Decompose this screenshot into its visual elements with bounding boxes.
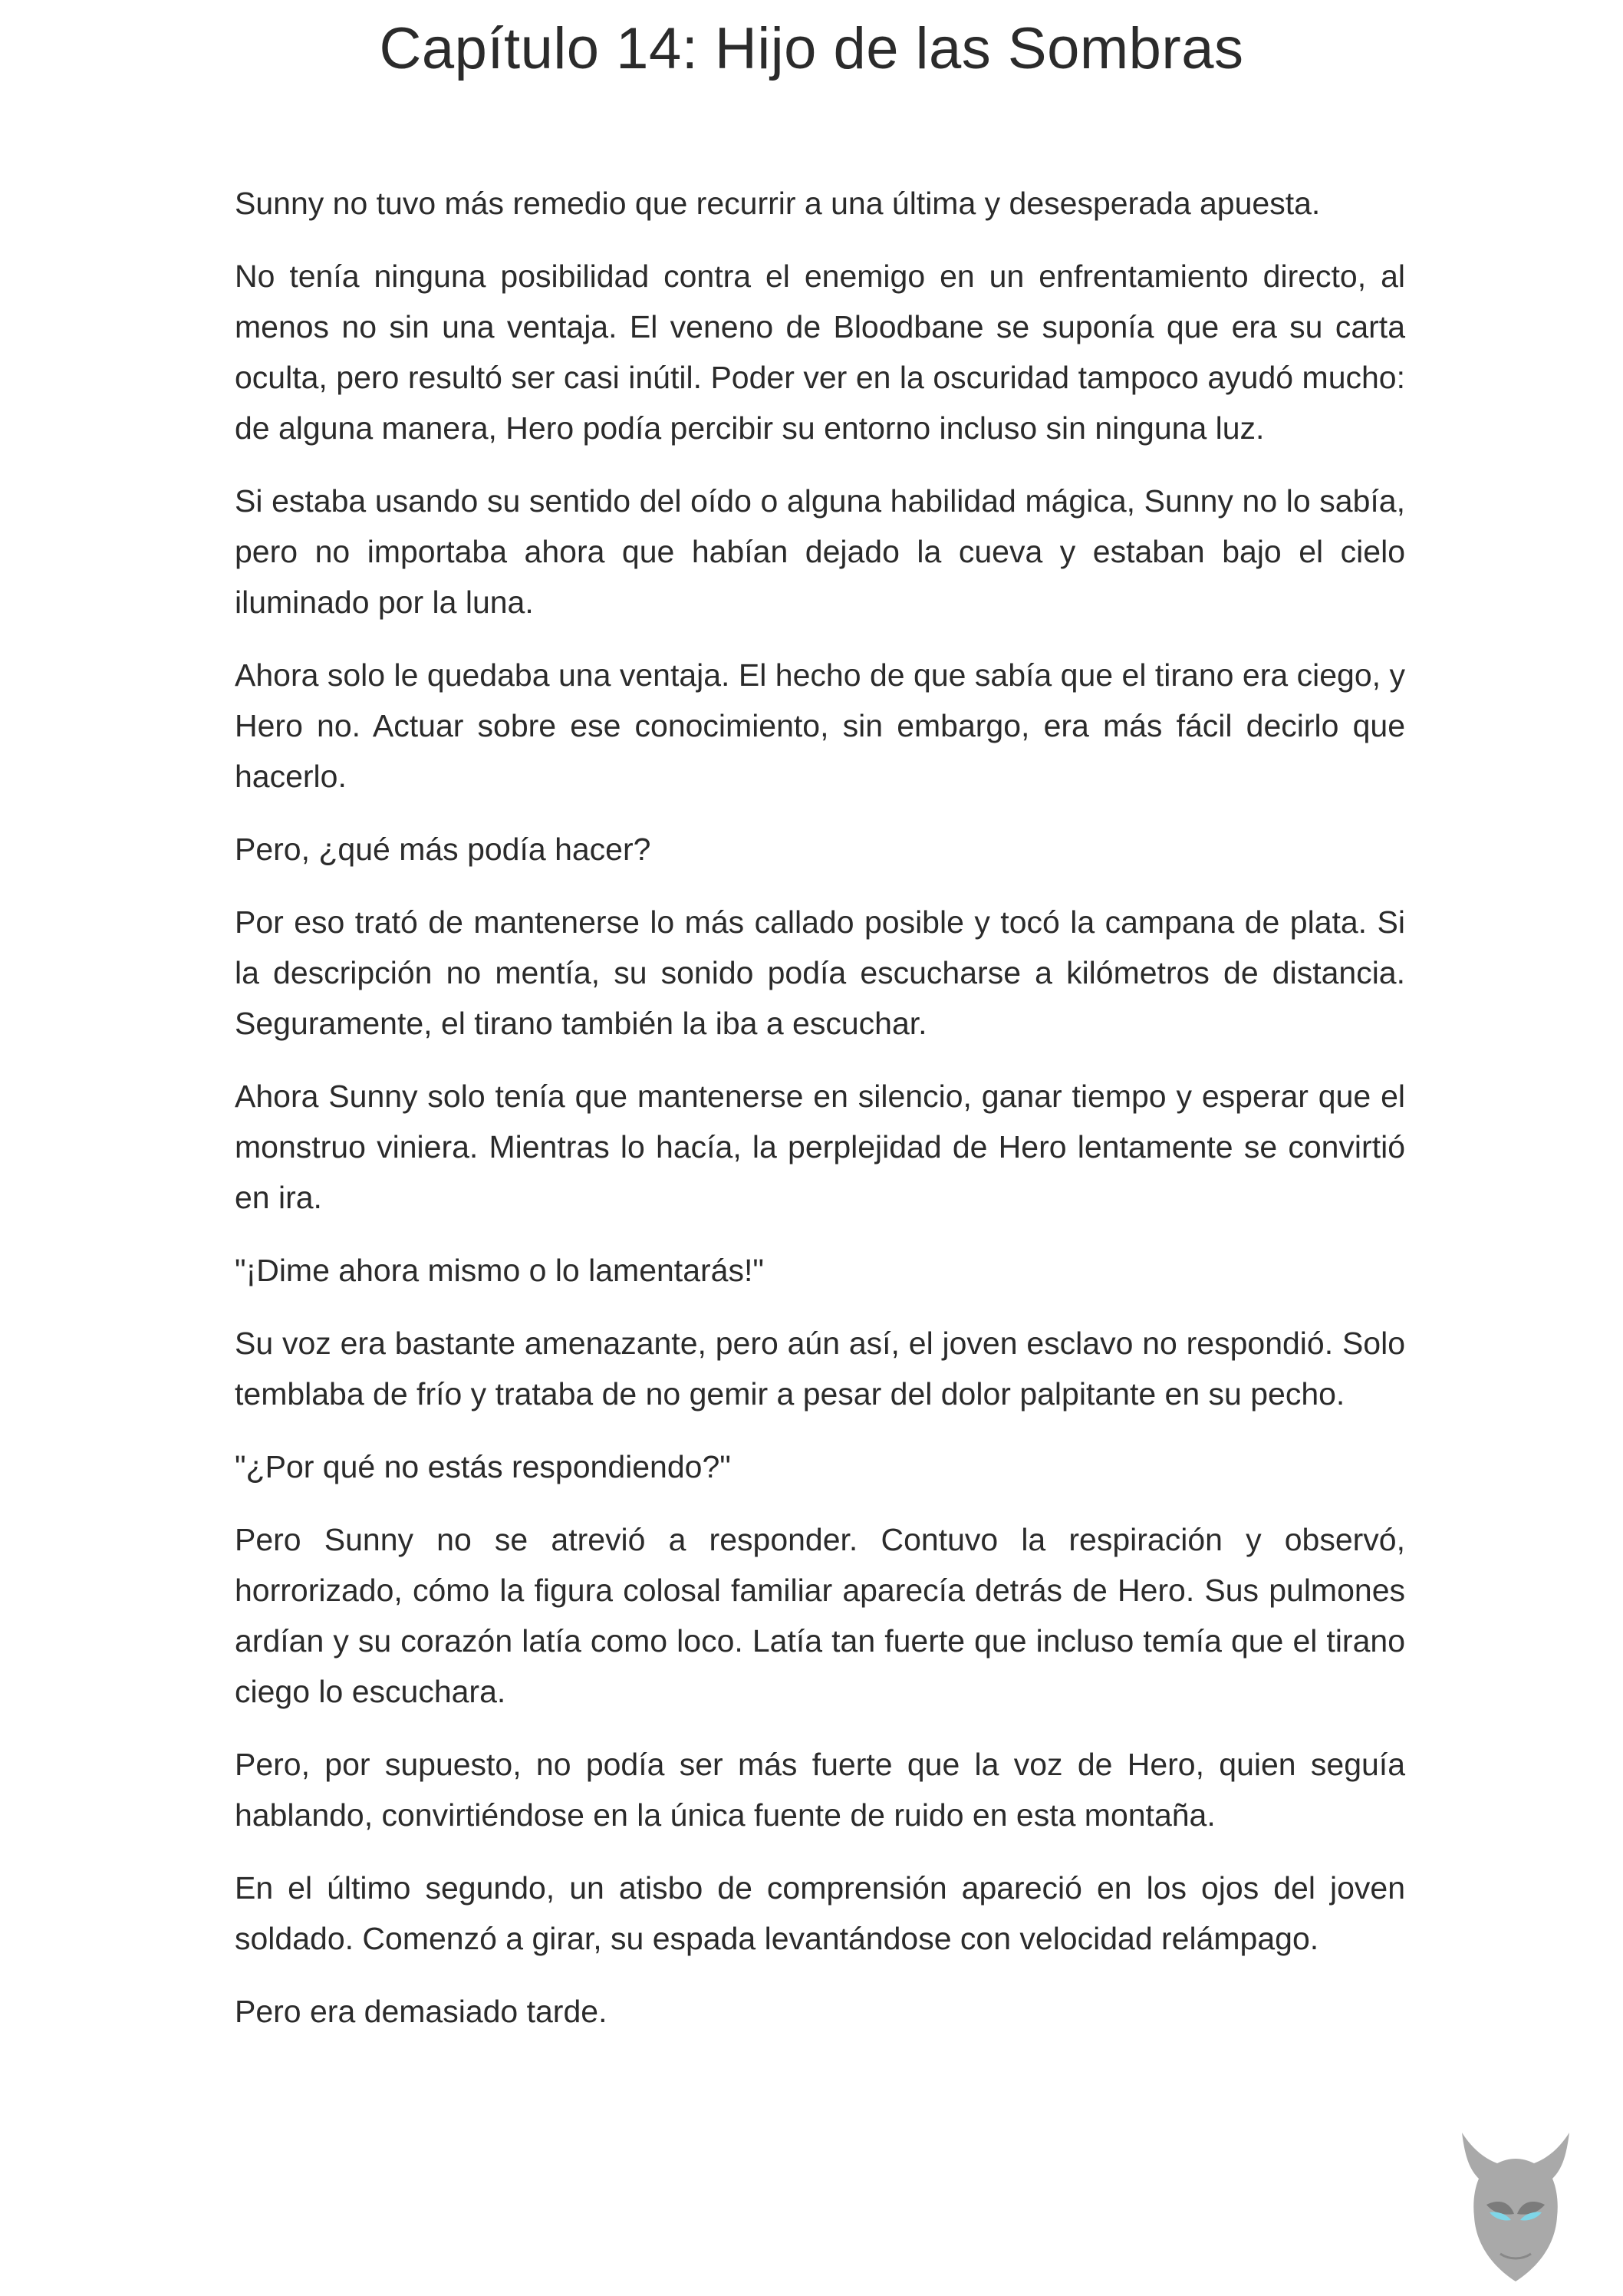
chapter-title: Capítulo 14: Hijo de las Sombras bbox=[379, 16, 1244, 81]
demon-head-icon bbox=[1439, 2119, 1592, 2286]
paragraph: Pero, por supuesto, no podía ser más fuerte que la voz de Hero, quien seguía hablando, convirtiéndose en la única fuente de ruido en esta montaña. bbox=[235, 1747, 1405, 1833]
paragraph: "¡Dime ahora mismo o lo lamentarás!" bbox=[235, 1253, 764, 1288]
paragraph: Si estaba usando su sentido del oído o alguna habilidad mágica, Sunny no lo sabía, pero no importaba ahora que habían dejado la cueva y estaban bajo el cielo iluminado por la luna. bbox=[235, 483, 1405, 620]
paragraph: Su voz era bastante amenazante, pero aún así, el joven esclavo no respondió. Solo temblaba de frío y trataba de no gemir a pesar del dolor palpitante en su pecho. bbox=[235, 1326, 1405, 1412]
paragraph: Ahora solo le quedaba una ventaja. El hecho de que sabía que el tirano era ciego, y Hero no. Actuar sobre ese conocimiento, sin embargo, era más fácil decirlo que hacerlo. bbox=[235, 657, 1405, 794]
paragraph: "¿Por qué no estás respondiendo?" bbox=[235, 1449, 731, 1484]
paragraph: Pero, ¿qué más podía hacer? bbox=[235, 832, 651, 867]
paragraph: Sunny no tuvo más remedio que recurrir a una última y desesperada apuesta. bbox=[235, 186, 1321, 221]
paragraph: En el último segundo, un atisbo de comprensión apareció en los ojos del joven soldado. Comenzó a girar, su espada levantándose con velocidad relámpago. bbox=[235, 1870, 1405, 1956]
paragraph: No tenía ninguna posibilidad contra el enemigo en un enfrentamiento directo, al menos no sin una ventaja. El veneno de Bloodbane se suponía que era su carta oculta, pero resultó ser casi inútil. Poder ver en la oscuridad tampoco ayudó mucho: de alguna manera, Hero podía percibir su entorno incluso sin ninguna luz. bbox=[235, 259, 1405, 446]
watermark bbox=[1439, 2119, 1592, 2286]
paragraph: Pero era demasiado tarde. bbox=[235, 1994, 607, 2029]
paragraph: Pero Sunny no se atrevió a responder. Contuvo la respiración y observó, horrorizado, cómo la figura colosal familiar aparecía detrás de Hero. Sus pulmones ardían y su corazón latía como loco. Latía tan fuerte que incluso temía que el tirano ciego lo escuchara. bbox=[235, 1522, 1405, 1709]
paragraph: Ahora Sunny solo tenía que mantenerse en silencio, ganar tiempo y esperar que el monstruo viniera. Mientras lo hacía, la perplejidad de Hero lentamente se convirtió en ira. bbox=[235, 1079, 1405, 1215]
chapter-body bbox=[235, 178, 1405, 2059]
paragraph: Por eso trató de mantenerse lo más callado posible y tocó la campana de plata. Si la descripción no mentía, su sonido podía escucharse a kilómetros de distancia. Seguramente, el tirano también la iba a escuchar. bbox=[235, 904, 1405, 1041]
